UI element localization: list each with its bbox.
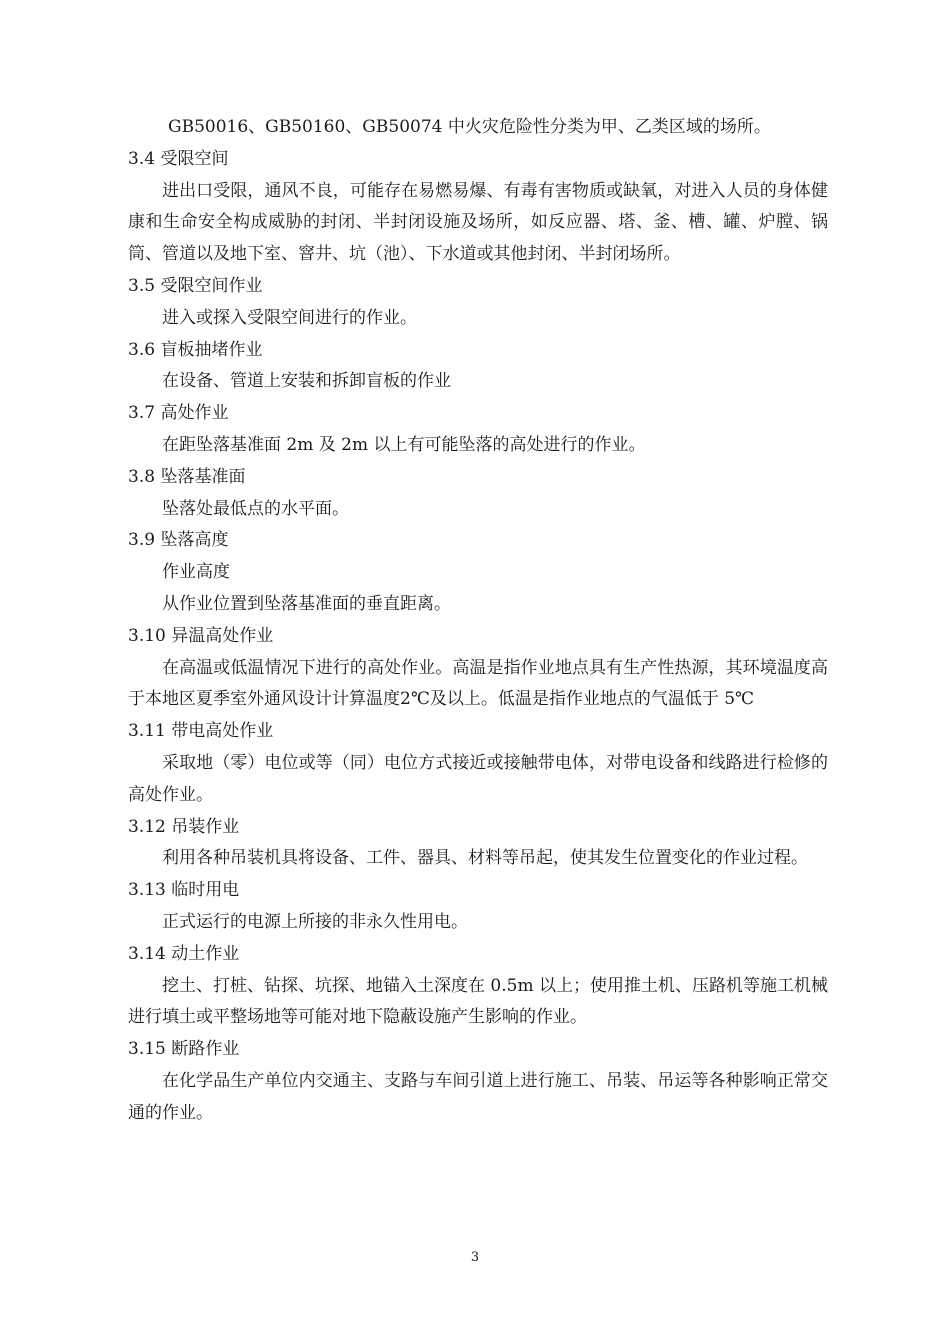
section-paragraph: 利用各种吊装机具将设备、工件、器具、材料等吊起，使其发生位置变化的作业过程。 xyxy=(162,848,808,869)
section-title: 异温高处作业 xyxy=(171,625,274,646)
section-heading xyxy=(128,462,828,494)
document-body xyxy=(128,112,828,1130)
section-number: 3.4 xyxy=(128,148,156,169)
section-number: 3.14 xyxy=(128,943,166,964)
section-title: 高处作业 xyxy=(160,403,229,424)
section-heading xyxy=(128,144,828,176)
section-heading xyxy=(128,1034,828,1066)
section-paragraph: 采取地（零）电位或等（同）电位方式接近或接触带电体，对带电设备和线路进行检修的高处作业。 xyxy=(128,752,828,805)
section-title: 吊装作业 xyxy=(171,816,240,837)
section-paragraph: 在设备、管道上安装和拆卸盲板的作业 xyxy=(162,371,451,392)
section-number: 3.11 xyxy=(128,721,166,742)
section-number: 3.13 xyxy=(128,880,166,901)
section-paragraph: 从作业位置到坠落基准面的垂直距离。 xyxy=(162,593,451,614)
section-heading xyxy=(128,398,828,430)
section-paragraph: 正式运行的电源上所接的非永久性用电。 xyxy=(162,911,468,932)
section-paragraph: 进入或探入受限空间进行的作业。 xyxy=(162,307,417,328)
section-title: 带电高处作业 xyxy=(171,721,274,742)
section-paragraph: 作业高度 xyxy=(162,562,230,583)
section-list xyxy=(128,144,828,1130)
section-heading xyxy=(128,525,828,557)
section-paragraph: 进出口受限，通风不良，可能存在易燃易爆、有毒有害物质或缺氧，对进入人员的身体健康和生命安全构成威胁的封闭、半封闭设施及场所，如反应器、塔、釜、槽、罐、炉膛、锅筒、管道以及地下室、窨井、坑（池）、下水道或其他封闭、半封闭场所。 xyxy=(128,180,828,265)
section-number: 3.6 xyxy=(128,339,156,360)
section-title: 受限空间作业 xyxy=(160,275,263,296)
section-title: 坠落基准面 xyxy=(160,466,246,487)
section-heading xyxy=(128,335,828,367)
section-heading xyxy=(128,271,828,303)
section-number: 3.5 xyxy=(128,275,156,296)
section-heading xyxy=(128,939,828,971)
section-number: 3.7 xyxy=(128,403,156,424)
section-title: 盲板抽堵作业 xyxy=(160,339,263,360)
section-heading xyxy=(128,812,828,844)
section-paragraph: 在高温或低温情况下进行的高处作业。高温是指作业地点具有生产性热源，其环境温度高于本地区夏季室外通风设计计算温度2℃及以上。低温是指作业地点的气温低于 5℃ xyxy=(128,657,828,710)
section-heading xyxy=(128,875,828,907)
intro-paragraph: GB50016、GB50160、GB50074 中火灾危险性分类为甲、乙类区域的场所。 xyxy=(168,117,771,137)
section-paragraph: 挖土、打桩、钻探、坑探、地锚入土深度在 0.5m 以上；使用推土机、压路机等施工机械进行填土或平整场地等可能对地下隐蔽设施产生影响的作业。 xyxy=(128,975,828,1028)
section-heading xyxy=(128,621,828,653)
section-number: 3.9 xyxy=(128,530,156,551)
section-title: 断路作业 xyxy=(171,1039,240,1060)
section-number: 3.15 xyxy=(128,1039,166,1060)
section-title: 临时用电 xyxy=(171,880,240,901)
section-number: 3.12 xyxy=(128,816,166,837)
section-paragraph: 在化学品生产单位内交通主、支路与车间引道上进行施工、吊装、吊运等各种影响正常交通的作业。 xyxy=(128,1070,828,1123)
section-heading xyxy=(128,716,828,748)
page-number: 3 xyxy=(470,1250,480,1265)
section-title: 动土作业 xyxy=(171,943,240,964)
section-number: 3.10 xyxy=(128,625,166,646)
section-paragraph: 坠落处最低点的水平面。 xyxy=(162,498,349,519)
section-title: 坠落高度 xyxy=(160,530,229,551)
section-paragraph: 在距坠落基准面 2m 及 2m 以上有可能坠落的高处进行的作业。 xyxy=(162,434,646,455)
section-number: 3.8 xyxy=(128,466,156,487)
section-title: 受限空间 xyxy=(160,148,229,169)
